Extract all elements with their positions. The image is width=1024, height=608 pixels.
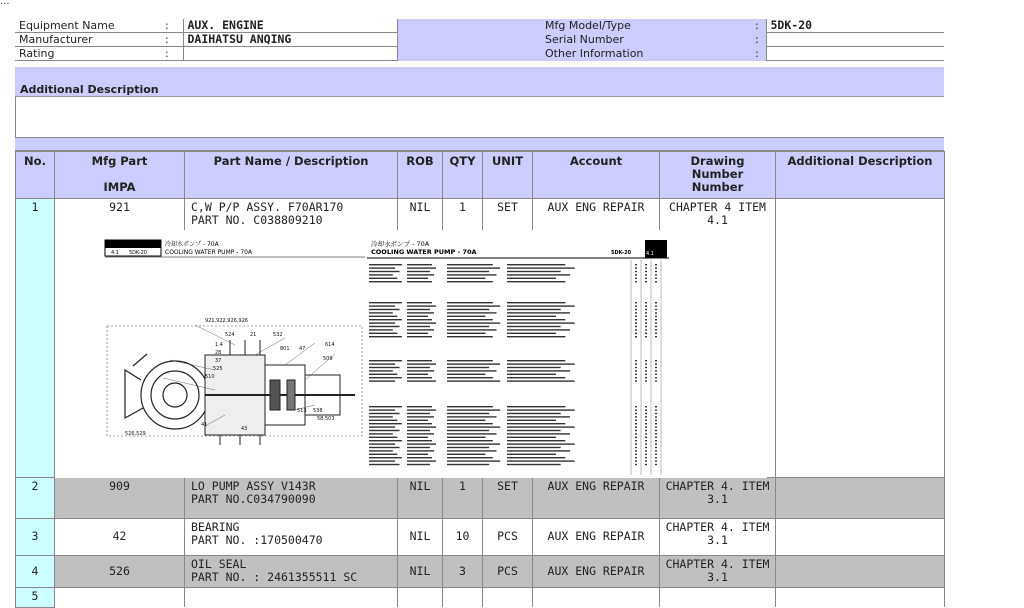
parts-drawing-svg — [55, 230, 767, 478]
rob-cell: NIL — [398, 199, 443, 230]
svg-text:513: 513 — [297, 408, 307, 414]
colon: : — [751, 19, 766, 33]
account-cell: AUX ENG REPAIR — [533, 518, 660, 555]
serial-value — [766, 33, 944, 47]
part-name-cell: LO PUMP ASSY V143R PART NO.C034790090 — [185, 477, 398, 518]
svg-text:43: 43 — [241, 426, 248, 432]
additional-cell — [776, 477, 945, 518]
additional-description-header — [15, 67, 944, 97]
additional-cell — [776, 518, 945, 555]
left-title-jp: 冷却水ポンプ - 70A — [165, 241, 219, 248]
svg-text:921,922,926,926: 921,922,926,926 — [205, 318, 248, 324]
unit-cell: PCS — [483, 555, 533, 587]
colon: : — [161, 19, 183, 33]
drawing-cell: CHAPTER 4 ITEM 4.1 — [660, 199, 776, 230]
additional-cell — [776, 555, 945, 587]
part-name-cell: C,W P/P ASSY. F70AR170 PART NO. C038809210 — [185, 199, 398, 230]
additional-cell — [776, 199, 945, 230]
manufacturer-value: DAIHATSU ANQING — [183, 33, 397, 47]
svg-text:41: 41 — [201, 422, 208, 428]
parts-drawing-image — [55, 230, 767, 478]
row-number: 1 — [16, 199, 55, 478]
additional-description-body — [15, 97, 944, 137]
other-info-value — [766, 47, 944, 61]
part-name-cell: BEARING PART NO. :170500470 — [185, 518, 398, 555]
table-header — [16, 152, 945, 199]
svg-text:538: 538 — [313, 408, 323, 414]
svg-text:47: 47 — [299, 346, 306, 352]
account-cell: AUX ENG REPAIR — [533, 199, 660, 230]
right-model-badge: 5DK-20 — [611, 250, 632, 256]
rating-label: Rating — [15, 47, 161, 61]
part-name-cell: OIL SEAL PART NO. : 2461355511 SC — [185, 555, 398, 587]
right-title-jp: 冷却水ポンプ - 70A — [371, 240, 430, 248]
mfg-part-cell: 921 — [55, 199, 185, 230]
qty-cell: 3 — [443, 555, 483, 587]
svg-text:37: 37 — [215, 358, 222, 364]
svg-text:801: 801 — [280, 346, 290, 352]
account-cell: AUX ENG REPAIR — [533, 555, 660, 587]
rob-cell: NIL — [398, 477, 443, 518]
svg-text:21: 21 — [250, 332, 257, 338]
rating-value — [183, 47, 397, 61]
col-impa: IMPA — [103, 180, 136, 194]
table-row — [16, 518, 945, 555]
svg-text:614: 614 — [325, 342, 335, 348]
row-number: 3 — [16, 518, 55, 555]
right-item-badge: 4.1 — [646, 251, 654, 257]
col-rob: ROB — [398, 152, 443, 199]
manufacturer-label: Manufacturer — [15, 33, 161, 47]
additional-description-title: Additional Description — [20, 83, 159, 96]
mfg-model-label: Mfg Model/Type — [541, 19, 751, 33]
other-info-label: Other Information — [541, 47, 751, 61]
svg-text:524: 524 — [225, 332, 235, 338]
qty-cell: 1 — [443, 477, 483, 518]
unit-cell: SET — [483, 477, 533, 518]
mfg-part-cell: 909 — [55, 477, 185, 518]
svg-text:525: 525 — [213, 366, 223, 372]
col-drawing-number: Drawing Number Number — [660, 152, 776, 199]
equipment-name-label: Equipment Name — [15, 19, 161, 33]
left-badge-model: 5DK-20 — [129, 250, 147, 256]
unit-cell: SET — [483, 199, 533, 230]
colon: : — [161, 33, 183, 47]
left-badge-item: 4.1 — [111, 250, 119, 256]
col-qty: QTY — [443, 152, 483, 199]
table-row — [16, 199, 945, 230]
svg-text:526,529: 526,529 — [125, 431, 146, 437]
svg-text:1.4: 1.4 — [215, 342, 223, 348]
colon: : — [161, 47, 183, 61]
qty-cell: 1 — [443, 199, 483, 230]
svg-text:510: 510 — [205, 374, 215, 380]
left-title-en: COOLING WATER PUMP - 70A — [165, 249, 253, 256]
drawing-cell: CHAPTER 4. ITEM 3.1 — [660, 555, 776, 587]
svg-text:509: 509 — [323, 356, 333, 362]
row-number: 2 — [16, 477, 55, 518]
right-title-en: COOLING WATER PUMP - 70A — [371, 248, 477, 256]
table-row — [16, 587, 945, 607]
col-account: Account — [533, 152, 660, 199]
mfg-part-cell: 526 — [55, 555, 185, 587]
unit-cell: PCS — [483, 518, 533, 555]
rob-cell: NIL — [398, 555, 443, 587]
svg-text:28: 28 — [215, 350, 222, 356]
colon: : — [751, 33, 766, 47]
equipment-name-value: AUX. ENGINE — [183, 19, 397, 33]
col-unit: UNIT — [483, 152, 533, 199]
row-number: 4 — [16, 555, 55, 587]
table-row — [16, 477, 945, 518]
serial-label: Serial Number — [541, 33, 751, 47]
table-row — [16, 555, 945, 587]
col-part-name: Part Name / Description — [185, 152, 398, 199]
additional-description-bar — [15, 137, 944, 151]
svg-text:532: 532 — [273, 332, 283, 338]
drawing-cell: CHAPTER 4. ITEM 3.1 — [660, 477, 776, 518]
mfg-model-value: 5DK-20 — [766, 19, 944, 33]
svg-text:58,503: 58,503 — [317, 416, 335, 422]
col-mfg-part: Mfg Part IMPA — [55, 152, 185, 199]
top-cut-text: ... — [0, 0, 10, 7]
qty-cell: 10 — [443, 518, 483, 555]
pump-volute-icon — [125, 354, 209, 429]
account-cell: AUX ENG REPAIR — [533, 477, 660, 518]
row-number: 5 — [16, 587, 55, 607]
equipment-header — [15, 19, 944, 61]
col-additional-description: Additional Description — [776, 152, 945, 199]
mfg-part-cell: 42 — [55, 518, 185, 555]
colon: : — [751, 47, 766, 61]
col-no: No. — [16, 152, 55, 199]
drawing-cell: CHAPTER 4. ITEM 3.1 — [660, 518, 776, 555]
rob-cell: NIL — [398, 518, 443, 555]
parts-list-lines — [369, 260, 661, 475]
